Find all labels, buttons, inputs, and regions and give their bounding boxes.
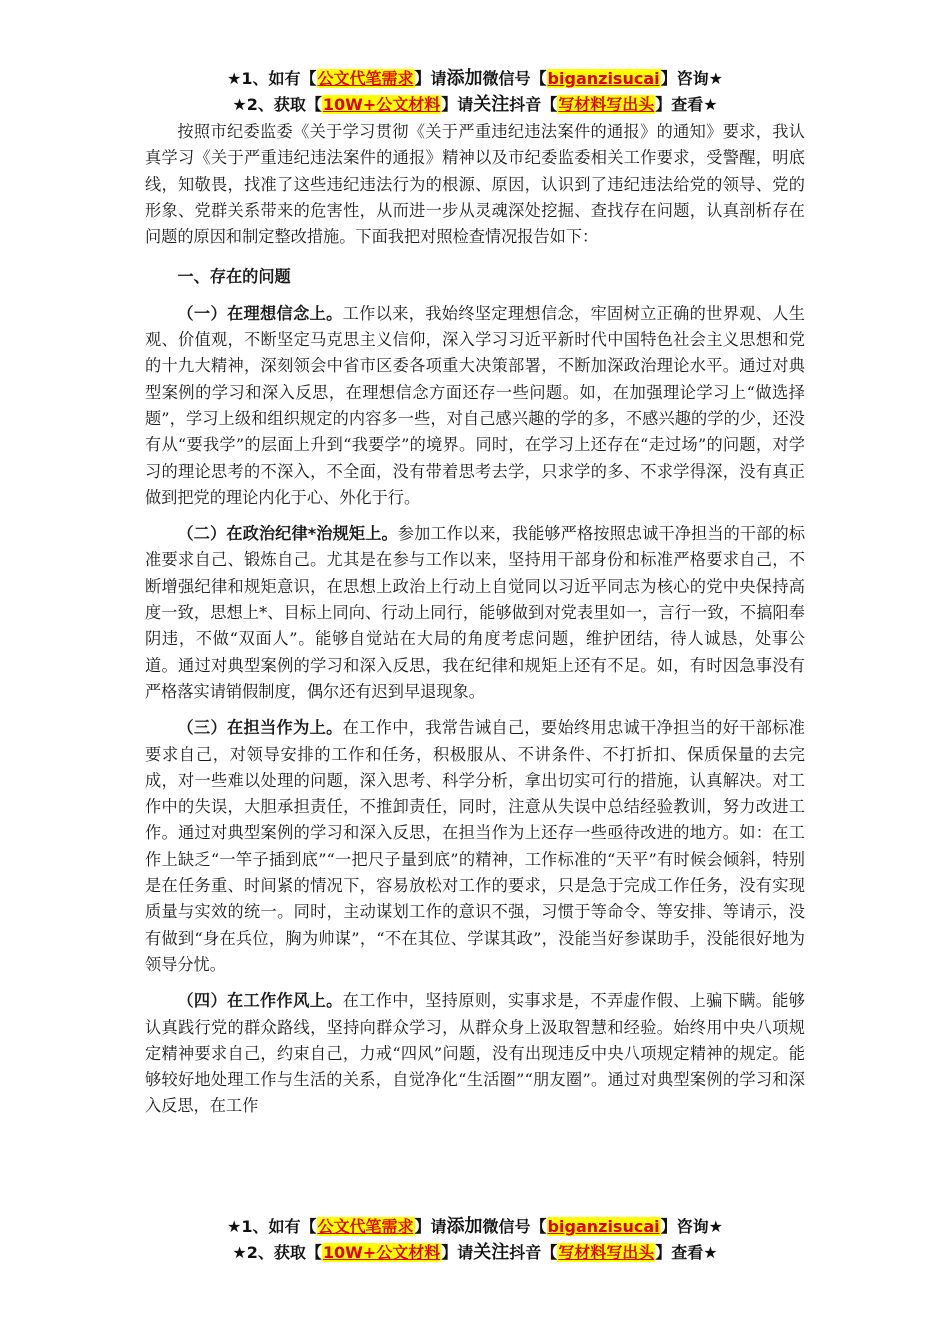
paragraph-title: （一）在理想信念上。 [177, 303, 343, 323]
header-banner [0, 66, 950, 118]
footer-banner [0, 1214, 950, 1266]
document-body [145, 119, 805, 1120]
intro-paragraph: 按照市纪委监委《关于学习贯彻《关于严重违纪违法案件的通报》的通知》要求，我认真学习《关于严重违纪违法案件的通报》精神以及市纪委监委相关工作要求，受警醒，明底线，知敬畏，找准了这些违纪违法行为的根源、原因，认识到了违纪违法给党的领导、党的形象、党群关系带来的危害性，从而进一步从灵魂深处挖掘、查找存在问题，认真剖析存在问题的原因和制定整改措施。下面我把对照检查情况报告如下： [145, 122, 805, 247]
highlight-douyin: 写材料写出头 [558, 1243, 655, 1262]
paragraph-text: 参加工作以来，我能够严格按照忠诚干净担当的干部的标准要求自己、锻炼自己。尤其是在参与工作以来，坚持用干部身份和标准严格要求自己，不断增强纪律和规矩意识，在思想上政治上行动上自觉同以习近平同志为核心的党中央保持高度一致，思想上*、目标上同向、行动上同行，能够做到对党表里如一，言行一致，不搞阳奉阴违，不做“双面人”。能够自觉站在大局的角度考虑问题，维护团结，待人诚恳，处事公道。通过对典型案例的学习和深入反思，我在纪律和规矩上还有不足。如，有时因急事没有严格落实请销假制度，偶尔还有迟到早退现象。 [145, 524, 806, 701]
paragraph-title: （三）在担当作为上。 [177, 718, 343, 738]
paragraph-ideals [145, 301, 805, 511]
banner-line-2: ★2、获取【10W+公文材料】请关注抖音【写材料写出头】查看★ [232, 1242, 718, 1263]
highlight-materials: 10W+公文材料 [322, 1243, 441, 1262]
paragraph-text: 工作以来，我始终坚定理想信念，牢固树立正确的世界观、人生观、价值观，不断坚定马克思主义信仰，深入学习习近平新时代中国特色社会主义思想和党的十九大精神，深刻领会中省市区委各项重大决策部署，不断加深政治理论水平。通过对典型案例的学习和深入反思，在理想信念方面还存一些问题。如，在加强理论学习上“做选择题”，学习上级和组织规定的内容多一些，对自己感兴趣的学的多，不感兴趣的学的少，还没有从“要我学”的层面上升到“我要学”的境界。同时，在学习上还存在“走过场”的问题，对学习的理论思考的不深入，不全面，没有带着思考去学，只求学的多、不求学得深，没有真正做到把党的理论内化于心、外化于行。 [145, 303, 805, 507]
highlight-wechat-id: biganzisucai [547, 69, 660, 88]
banner-line-1: ★1、如有【公文代笔需求】请添加微信号【biganzisucai】咨询★ [227, 1216, 723, 1237]
highlight-materials: 10W+公文材料 [322, 95, 441, 114]
highlight-service: 公文代笔需求 [317, 69, 414, 88]
paragraph-responsibility [145, 715, 805, 978]
paragraph-text: 在工作中，坚持原则，实事求是，不弄虚作假、上骗下瞒。能够认真践行党的群众路线，坚持向群众学习，从群众身上汲取智慧和经验。始终用中央八项规定精神要求自己，约束自己，力戒“四风”问题，没有出现违反中央八项规定精神的规定。能够较好地处理工作与生活的关系，自觉净化“生活圈”“朋友圈”。通过对典型案例的学习和深入反思，在工作 [145, 991, 805, 1116]
highlight-service: 公文代笔需求 [317, 1217, 414, 1236]
paragraph-title: （二）在政治纪律*治规矩上。 [177, 524, 398, 544]
paragraph-discipline [145, 521, 805, 705]
paragraph-title: （四）在工作作风上。 [177, 991, 343, 1011]
highlight-douyin: 写材料写出头 [558, 95, 655, 114]
paragraph-work-style [145, 988, 805, 1119]
banner-line-2: ★2、获取【10W+公文材料】请关注抖音【写材料写出头】查看★ [232, 94, 718, 115]
banner-line-1: ★1、如有【公文代笔需求】请添加微信号【biganzisucai】咨询★ [227, 68, 723, 89]
paragraph-text: 在工作中，我常告诫自己，要始终用忠诚干净担当的好干部标准要求自己，对领导安排的工作和任务，积极服从、不讲条件、不打折扣、保质保量的去完成，对一些难以处理的问题，深入思考、科学分析，拿出切实可行的措施，认真解决。对工作中的失误，大胆承担责任，不推卸责任，同时，注意从失误中总结经验教训，努力改进工作。通过对典型案例的学习和深入反思，在担当作为上还存一些亟待改进的地方。如：在工作上缺乏“一竿子插到底”“一把尺子量到底”的精神，工作标准的“天平”有时候会倾斜，特别是在任务重、时间紧的情况下，容易放松对工作的要求，只是急于完成工作任务，没有实现质量与实效的统一。同时，主动谋划工作的意识不强，习惯于等命令、等安排、等请示，没有做到“身在兵位，胸为帅谋”，“不在其位、学谋其政”，没能当好参谋助手，没能很好地为领导分忧。 [145, 718, 805, 974]
highlight-wechat-id: biganzisucai [547, 1217, 660, 1236]
section-heading-problems: 一、存在的问题 [177, 267, 291, 287]
